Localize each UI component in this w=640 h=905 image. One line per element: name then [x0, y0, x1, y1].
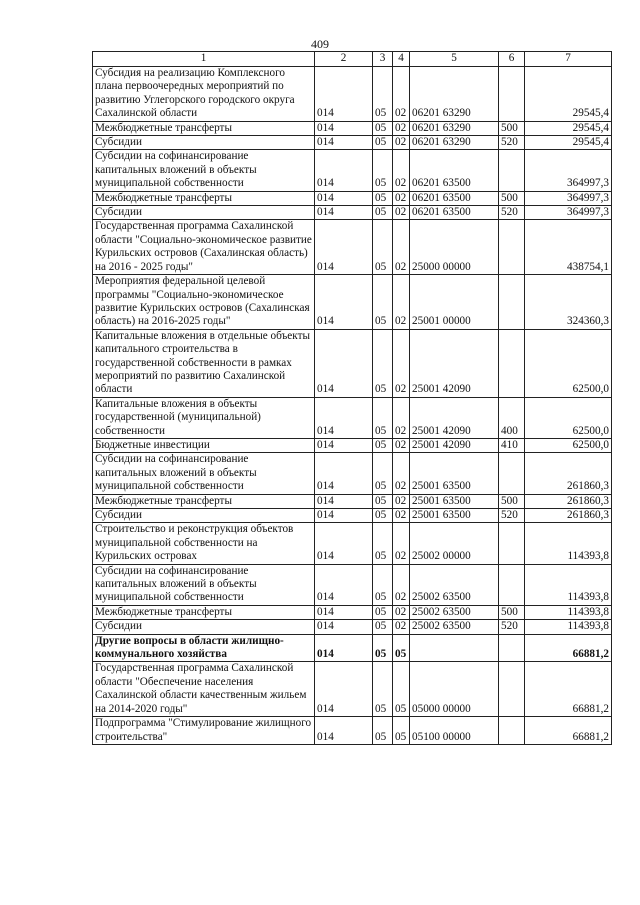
target-article-cell: 06201 63500	[410, 191, 499, 205]
table-body	[93, 67, 612, 745]
ministry-code-cell: 014	[315, 121, 373, 135]
expense-type-cell	[499, 150, 525, 191]
amount-cell: 324360,3	[525, 275, 612, 330]
amount-cell: 114393,8	[525, 605, 612, 619]
table-row	[93, 634, 612, 662]
expense-type-cell: 520	[499, 206, 525, 220]
table-row	[93, 453, 612, 494]
table-row	[93, 494, 612, 508]
target-article-cell	[410, 634, 499, 662]
table-row	[93, 662, 612, 717]
subsection-code-cell: 02	[393, 136, 410, 150]
target-article-cell: 05000 00000	[410, 662, 499, 717]
column-header: 6	[499, 52, 525, 67]
ministry-code-cell: 014	[315, 275, 373, 330]
expense-type-cell: 520	[499, 620, 525, 634]
row-name-cell: Субсидия на реализацию Комплексного плана первоочередных мероприятий по развитию Углегорского городского округа Сахалинской области	[93, 67, 315, 122]
target-article-cell: 25000 00000	[410, 220, 499, 275]
subsection-code-cell: 02	[393, 453, 410, 494]
row-name-cell: Бюджетные инвестиции	[93, 438, 315, 452]
amount-cell: 66881,2	[525, 634, 612, 662]
row-name-cell: Капитальные вложения в отдельные объекты капитального строительства в государственной собственности в рамках мероприятий по развитию Сахалинской области	[93, 329, 315, 397]
expense-type-cell	[499, 634, 525, 662]
ministry-code-cell: 014	[315, 605, 373, 619]
table-row	[93, 220, 612, 275]
column-header: 7	[525, 52, 612, 67]
target-article-cell: 06201 63290	[410, 136, 499, 150]
amount-cell: 364997,3	[525, 206, 612, 220]
subsection-code-cell: 02	[393, 605, 410, 619]
ministry-code-cell: 014	[315, 564, 373, 605]
section-code-cell: 05	[373, 509, 393, 523]
target-article-cell: 25002 63500	[410, 620, 499, 634]
table-row	[93, 397, 612, 438]
table-row	[93, 206, 612, 220]
ministry-code-cell: 014	[315, 136, 373, 150]
expense-type-cell	[499, 523, 525, 564]
table-header-row	[93, 52, 612, 67]
subsection-code-cell: 02	[393, 620, 410, 634]
subsection-code-cell: 02	[393, 397, 410, 438]
amount-cell: 114393,8	[525, 620, 612, 634]
subsection-code-cell: 02	[393, 564, 410, 605]
expense-type-cell: 520	[499, 509, 525, 523]
table-row	[93, 717, 612, 745]
subsection-code-cell: 02	[393, 121, 410, 135]
target-article-cell: 05100 00000	[410, 717, 499, 745]
row-name-cell: Межбюджетные трансферты	[93, 494, 315, 508]
table-row	[93, 136, 612, 150]
target-article-cell: 06201 63290	[410, 67, 499, 122]
table-row	[93, 564, 612, 605]
target-article-cell: 25002 00000	[410, 523, 499, 564]
row-name-cell: Государственная программа Сахалинской области "Обеспечение населения Сахалинской области качественным жильем на 2014-2020 годы"	[93, 662, 315, 717]
row-name-cell: Подпрограмма "Стимулирование жилищного строительства"	[93, 717, 315, 745]
ministry-code-cell: 014	[315, 191, 373, 205]
target-article-cell: 25001 00000	[410, 275, 499, 330]
amount-cell: 438754,1	[525, 220, 612, 275]
row-name-cell: Строительство и реконструкция объектов муниципальной собственности на Курильских островах	[93, 523, 315, 564]
section-code-cell: 05	[373, 136, 393, 150]
amount-cell: 114393,8	[525, 564, 612, 605]
table-row	[93, 329, 612, 397]
table-row	[93, 509, 612, 523]
amount-cell: 62500,0	[525, 397, 612, 438]
row-name-cell: Межбюджетные трансферты	[93, 605, 315, 619]
expense-type-cell: 410	[499, 438, 525, 452]
row-name-cell: Субсидии	[93, 620, 315, 634]
row-name-cell: Мероприятия федеральной целевой программы "Социально-экономическое развитие Курильских островов (Сахалинская область) на 2016-2025 годы"	[93, 275, 315, 330]
target-article-cell: 25002 63500	[410, 605, 499, 619]
amount-cell: 364997,3	[525, 191, 612, 205]
section-code-cell: 05	[373, 121, 393, 135]
table-row	[93, 523, 612, 564]
ministry-code-cell: 014	[315, 206, 373, 220]
subsection-code-cell: 02	[393, 494, 410, 508]
table-row	[93, 438, 612, 452]
amount-cell: 62500,0	[525, 329, 612, 397]
subsection-code-cell: 02	[393, 67, 410, 122]
section-code-cell: 05	[373, 191, 393, 205]
row-name-cell: Субсидии на софинансирование капитальных вложений в объекты муниципальной собственности	[93, 453, 315, 494]
amount-cell: 364997,3	[525, 150, 612, 191]
subsection-code-cell: 02	[393, 191, 410, 205]
ministry-code-cell: 014	[315, 397, 373, 438]
expense-type-cell: 400	[499, 397, 525, 438]
expense-type-cell: 520	[499, 136, 525, 150]
expense-type-cell	[499, 67, 525, 122]
expense-type-cell	[499, 662, 525, 717]
section-code-cell: 05	[373, 150, 393, 191]
amount-cell: 261860,3	[525, 453, 612, 494]
table-row	[93, 150, 612, 191]
ministry-code-cell: 014	[315, 620, 373, 634]
section-code-cell: 05	[373, 329, 393, 397]
expense-type-cell: 500	[499, 191, 525, 205]
target-article-cell: 25001 42090	[410, 438, 499, 452]
row-name-cell: Государственная программа Сахалинской области "Социально-экономическое развитие Курильских островов (Сахалинская область) на 2016 - 2025 годы"	[93, 220, 315, 275]
section-code-cell: 05	[373, 564, 393, 605]
expense-type-cell: 500	[499, 494, 525, 508]
subsection-code-cell: 02	[393, 275, 410, 330]
subsection-code-cell: 02	[393, 509, 410, 523]
subsection-code-cell: 02	[393, 329, 410, 397]
amount-cell: 66881,2	[525, 662, 612, 717]
expense-type-cell	[499, 220, 525, 275]
section-code-cell: 05	[373, 605, 393, 619]
target-article-cell: 06201 63290	[410, 121, 499, 135]
target-article-cell: 25002 63500	[410, 564, 499, 605]
ministry-code-cell: 014	[315, 220, 373, 275]
amount-cell: 29545,4	[525, 121, 612, 135]
section-code-cell: 05	[373, 662, 393, 717]
section-code-cell: 05	[373, 397, 393, 438]
row-name-cell: Субсидии	[93, 206, 315, 220]
section-code-cell: 05	[373, 634, 393, 662]
ministry-code-cell: 014	[315, 509, 373, 523]
ministry-code-cell: 014	[315, 150, 373, 191]
table-row	[93, 67, 612, 122]
row-name-cell: Другие вопросы в области жилищно-коммунального хозяйства	[93, 634, 315, 662]
subsection-code-cell: 02	[393, 206, 410, 220]
table-row	[93, 121, 612, 135]
section-code-cell: 05	[373, 523, 393, 564]
target-article-cell: 25001 63500	[410, 494, 499, 508]
subsection-code-cell: 02	[393, 220, 410, 275]
expense-type-cell	[499, 717, 525, 745]
section-code-cell: 05	[373, 494, 393, 508]
section-code-cell: 05	[373, 206, 393, 220]
subsection-code-cell: 05	[393, 717, 410, 745]
row-name-cell: Капитальные вложения в объекты государственной (муниципальной) собственности	[93, 397, 315, 438]
section-code-cell: 05	[373, 620, 393, 634]
row-name-cell: Субсидии на софинансирование капитальных вложений в объекты муниципальной собственности	[93, 564, 315, 605]
column-header: 3	[373, 52, 393, 67]
ministry-code-cell: 014	[315, 662, 373, 717]
target-article-cell: 06201 63500	[410, 206, 499, 220]
section-code-cell: 05	[373, 67, 393, 122]
ministry-code-cell: 014	[315, 523, 373, 564]
ministry-code-cell: 014	[315, 453, 373, 494]
row-name-cell: Субсидии	[93, 509, 315, 523]
amount-cell: 261860,3	[525, 494, 612, 508]
ministry-code-cell: 014	[315, 329, 373, 397]
column-header: 2	[315, 52, 373, 67]
amount-cell: 114393,8	[525, 523, 612, 564]
table-row	[93, 620, 612, 634]
subsection-code-cell: 02	[393, 438, 410, 452]
subsection-code-cell: 02	[393, 523, 410, 564]
expense-type-cell: 500	[499, 121, 525, 135]
subsection-code-cell: 05	[393, 634, 410, 662]
column-header: 4	[393, 52, 410, 67]
ministry-code-cell: 014	[315, 634, 373, 662]
target-article-cell: 25001 42090	[410, 329, 499, 397]
amount-cell: 66881,2	[525, 717, 612, 745]
subsection-code-cell: 05	[393, 662, 410, 717]
amount-cell: 29545,4	[525, 67, 612, 122]
expense-type-cell: 500	[499, 605, 525, 619]
table-row	[93, 605, 612, 619]
section-code-cell: 05	[373, 275, 393, 330]
ministry-code-cell: 014	[315, 494, 373, 508]
target-article-cell: 06201 63500	[410, 150, 499, 191]
amount-cell: 29545,4	[525, 136, 612, 150]
expense-type-cell	[499, 453, 525, 494]
column-header: 5	[410, 52, 499, 67]
table-row	[93, 275, 612, 330]
table-row	[93, 191, 612, 205]
amount-cell: 62500,0	[525, 438, 612, 452]
section-code-cell: 05	[373, 717, 393, 745]
row-name-cell: Субсидии	[93, 136, 315, 150]
ministry-code-cell: 014	[315, 717, 373, 745]
section-code-cell: 05	[373, 438, 393, 452]
row-name-cell: Субсидии на софинансирование капитальных вложений в объекты муниципальной собственности	[93, 150, 315, 191]
row-name-cell: Межбюджетные трансферты	[93, 121, 315, 135]
ministry-code-cell: 014	[315, 438, 373, 452]
ministry-code-cell: 014	[315, 67, 373, 122]
page-number: 409	[311, 37, 329, 51]
budget-table	[92, 51, 612, 745]
section-code-cell: 05	[373, 220, 393, 275]
target-article-cell: 25001 63500	[410, 453, 499, 494]
subsection-code-cell: 02	[393, 150, 410, 191]
column-header: 1	[93, 52, 315, 67]
amount-cell: 261860,3	[525, 509, 612, 523]
expense-type-cell	[499, 329, 525, 397]
target-article-cell: 25001 63500	[410, 509, 499, 523]
expense-type-cell	[499, 275, 525, 330]
target-article-cell: 25001 42090	[410, 397, 499, 438]
expense-type-cell	[499, 564, 525, 605]
section-code-cell: 05	[373, 453, 393, 494]
row-name-cell: Межбюджетные трансферты	[93, 191, 315, 205]
